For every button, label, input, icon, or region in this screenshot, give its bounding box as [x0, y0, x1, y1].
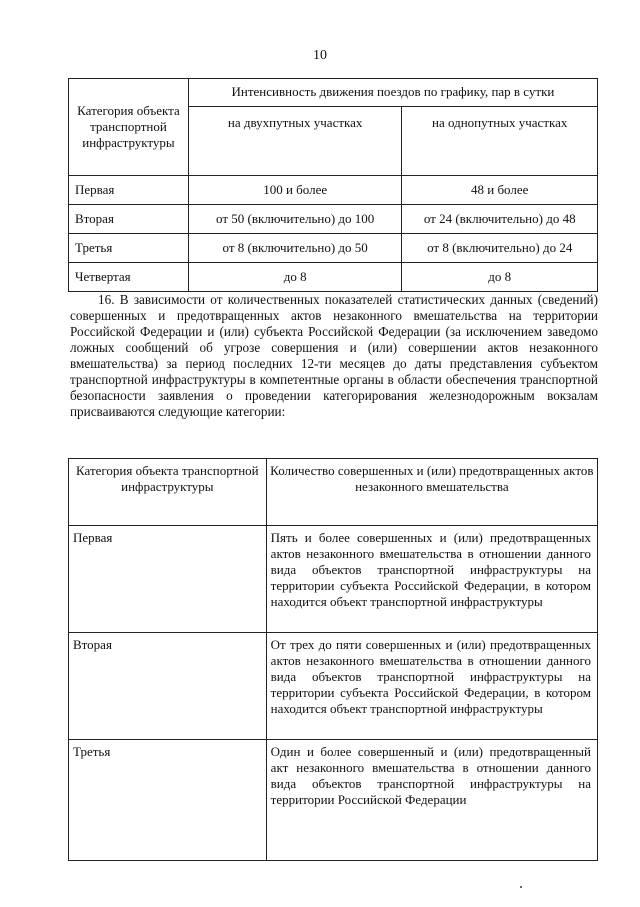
- row-description: От трех до пяти совершенных и (или) предотвращенных актов незаконного вмешательства в отношении данного вида объектов транспортной инфраструктуры на территории субъекта Российской Федерации, в котором находится объект транспортной инфраструктуры: [266, 633, 597, 740]
- header-double-track: на двухпутных участках: [188, 106, 402, 175]
- row-single-value: до 8: [402, 263, 598, 292]
- row-category: Вторая: [69, 205, 189, 234]
- train-intensity-table: [68, 78, 598, 292]
- row-category: Первая: [69, 526, 267, 633]
- row-double-value: до 8: [188, 263, 402, 292]
- table-row: [69, 526, 598, 633]
- header-intensity: Интенсивность движения поездов по графику, пар в сутки: [188, 79, 597, 107]
- header-single-track: на однопутных участках: [402, 106, 598, 175]
- page-number: 10: [313, 48, 327, 63]
- row-single-value: от 24 (включительно) до 48: [402, 205, 598, 234]
- table-row: [69, 205, 598, 234]
- table-header-row: [69, 79, 598, 107]
- row-single-value: от 8 (включительно) до 24: [402, 234, 598, 263]
- table-row: [69, 740, 598, 861]
- row-category: Третья: [69, 234, 189, 263]
- row-category: Четвертая: [69, 263, 189, 292]
- header-category: Категория объекта транспортной инфраструктуры: [69, 459, 267, 526]
- row-double-value: от 8 (включительно) до 50: [188, 234, 402, 263]
- header-category: Категория объекта транспортной инфраструктуры: [69, 79, 189, 176]
- table-row: [69, 263, 598, 292]
- table-row: [69, 176, 598, 205]
- row-category: Первая: [69, 176, 189, 205]
- row-category: Вторая: [69, 633, 267, 740]
- scan-speck: [520, 886, 522, 888]
- row-double-value: от 50 (включительно) до 100: [188, 205, 402, 234]
- row-description: Один и более совершенный и (или) предотвращенный акт незаконного вмешательства в отношении данного вида объектов транспортной инфраструктуры на территории Российской Федерации: [266, 740, 597, 861]
- row-double-value: 100 и более: [188, 176, 402, 205]
- row-description: Пять и более совершенных и (или) предотвращенных актов незаконного вмешательства в отношении данного вида объектов транспортной инфраструктуры на территории субъекта Российской Федерации, в котором находится объект транспортной инфраструктуры: [266, 526, 597, 633]
- row-single-value: 48 и более: [402, 176, 598, 205]
- interference-acts-table: [68, 458, 598, 861]
- paragraph-16: 16. В зависимости от количественных показателей статистических данных (сведений) совершенных и предотвращенных актов незаконного вмешательства на территории Российской Федерации и (или) субъекта Российской Федерации (за исключением заведомо ложных сообщений об угрозе совершения и (или) совершении актов незаконного вмешательства) за период последних 12-ти месяцев до даты представления субъектом транспортной инфраструктуры в компетентные органы в области обеспечения транспортной безопасности заявления о проведении категорирования железнодорожным вокзалам присваиваются следующие категории:: [70, 292, 598, 419]
- row-category: Третья: [69, 740, 267, 861]
- header-acts-count: Количество совершенных и (или) предотвращенных актов незаконного вмешательства: [266, 459, 597, 526]
- table-row: [69, 633, 598, 740]
- table-row: [69, 234, 598, 263]
- table-header-row: [69, 459, 598, 526]
